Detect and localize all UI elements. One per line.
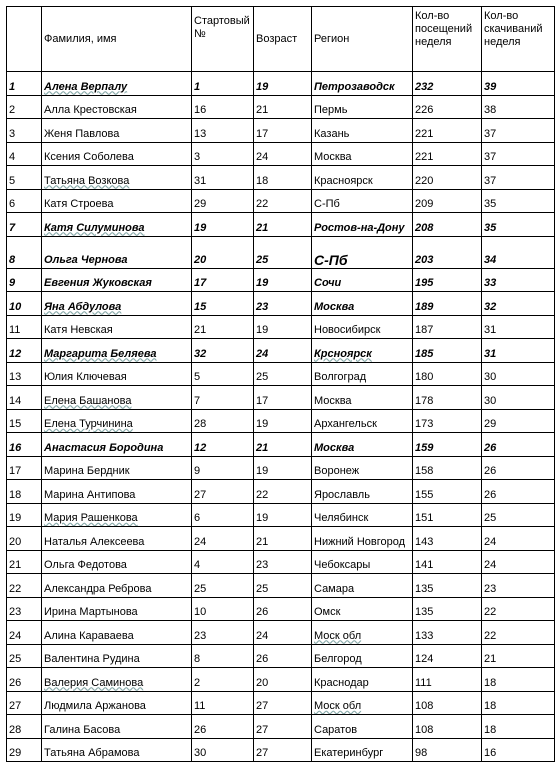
cell-name (42, 409, 192, 433)
cell-name-text: Мария Рашенкова (44, 512, 138, 524)
cell-rank: 23 (7, 597, 42, 621)
cell-name: Ирина Мартынова (42, 597, 192, 621)
cell-rank: 27 (7, 691, 42, 715)
cell-downloads: 24 (482, 527, 555, 551)
cell-name: Алина Караваева (42, 621, 192, 645)
cell-age: 27 (254, 738, 312, 762)
cell-visits: 203 (413, 236, 482, 268)
cell-age: 19 (254, 456, 312, 480)
cell-name-text: Татьяна Возкова (44, 174, 130, 187)
ranking-sheet (6, 6, 555, 762)
header-start-number: Стартовый № (192, 7, 254, 72)
cell-age: 19 (254, 409, 312, 433)
cell-start-number: 8 (192, 644, 254, 668)
cell-start-number: 21 (192, 315, 254, 339)
cell-name (42, 339, 192, 363)
cell-age: 23 (254, 550, 312, 574)
cell-visits: 226 (413, 95, 482, 119)
cell-downloads: 22 (482, 597, 555, 621)
table-row (7, 527, 555, 551)
cell-start-number: 27 (192, 480, 254, 504)
header-age: Возраст (254, 7, 312, 72)
cell-start-number: 2 (192, 668, 254, 692)
cell-start-number: 25 (192, 574, 254, 598)
cell-region: Волгоград (312, 362, 413, 386)
table-row (7, 456, 555, 480)
cell-name-text: Яна Абдулова (44, 300, 122, 313)
table-row (7, 236, 555, 268)
cell-visits: 189 (413, 292, 482, 316)
cell-name-text: Елена Башанова (44, 394, 132, 407)
cell-age: 25 (254, 574, 312, 598)
cell-age: 19 (254, 72, 312, 96)
cell-rank: 18 (7, 480, 42, 504)
cell-visits: 185 (413, 339, 482, 363)
cell-visits: 111 (413, 668, 482, 692)
cell-visits: 158 (413, 456, 482, 480)
cell-downloads: 30 (482, 386, 555, 410)
cell-rank: 9 (7, 268, 42, 292)
cell-age: 22 (254, 480, 312, 504)
cell-visits: 155 (413, 480, 482, 504)
cell-name: Евгения Жуковская (42, 268, 192, 292)
cell-region: Воронеж (312, 456, 413, 480)
cell-start-number: 29 (192, 189, 254, 213)
cell-age: 26 (254, 644, 312, 668)
cell-region: Москва (312, 433, 413, 457)
cell-region: Москва (312, 142, 413, 166)
cell-region: Петрозаводск (312, 72, 413, 96)
cell-rank: 14 (7, 386, 42, 410)
cell-downloads: 23 (482, 574, 555, 598)
cell-visits: 98 (413, 738, 482, 762)
header-num (7, 7, 42, 72)
cell-downloads: 37 (482, 166, 555, 190)
cell-visits: 135 (413, 574, 482, 598)
cell-age: 19 (254, 503, 312, 527)
cell-start-number: 5 (192, 362, 254, 386)
cell-age: 25 (254, 362, 312, 386)
cell-name-text: Алена Верпалу (44, 80, 128, 93)
cell-visits: 141 (413, 550, 482, 574)
cell-region: Челябинск (312, 503, 413, 527)
cell-rank: 16 (7, 433, 42, 457)
cell-visits: 209 (413, 189, 482, 213)
cell-rank: 26 (7, 668, 42, 692)
cell-start-number: 17 (192, 268, 254, 292)
table-row (7, 268, 555, 292)
cell-region: Саратов (312, 715, 413, 739)
cell-downloads: 26 (482, 433, 555, 457)
cell-start-number: 10 (192, 597, 254, 621)
table-row (7, 72, 555, 96)
cell-start-number: 32 (192, 339, 254, 363)
cell-region: Ярославль (312, 480, 413, 504)
cell-region (312, 621, 413, 645)
cell-downloads: 22 (482, 621, 555, 645)
cell-age: 24 (254, 142, 312, 166)
cell-name-text: Катя Силуминова (44, 221, 145, 234)
cell-name: Ольга Чернова (42, 236, 192, 268)
cell-region: Екатеринбург (312, 738, 413, 762)
cell-rank: 21 (7, 550, 42, 574)
cell-name: Юлия Ключевая (42, 362, 192, 386)
table-row (7, 691, 555, 715)
cell-rank: 22 (7, 574, 42, 598)
cell-visits: 221 (413, 142, 482, 166)
cell-rank: 25 (7, 644, 42, 668)
cell-downloads: 24 (482, 550, 555, 574)
cell-downloads: 18 (482, 668, 555, 692)
cell-name: Алла Крестовская (42, 95, 192, 119)
cell-region: Казань (312, 119, 413, 143)
cell-downloads: 26 (482, 456, 555, 480)
cell-start-number: 16 (192, 95, 254, 119)
cell-region: Москва (312, 292, 413, 316)
cell-age: 27 (254, 715, 312, 739)
cell-start-number: 31 (192, 166, 254, 190)
cell-visits: 208 (413, 213, 482, 237)
cell-rank: 12 (7, 339, 42, 363)
cell-start-number: 24 (192, 527, 254, 551)
cell-region: Москва (312, 386, 413, 410)
cell-start-number: 26 (192, 715, 254, 739)
table-row (7, 189, 555, 213)
cell-rank: 6 (7, 189, 42, 213)
cell-downloads: 37 (482, 119, 555, 143)
table-row (7, 621, 555, 645)
cell-name: Татьяна Абрамова (42, 738, 192, 762)
cell-age: 27 (254, 691, 312, 715)
cell-name: Марина Бердник (42, 456, 192, 480)
cell-start-number: 1 (192, 72, 254, 96)
cell-start-number: 3 (192, 142, 254, 166)
table-row (7, 213, 555, 237)
cell-downloads: 16 (482, 738, 555, 762)
cell-visits: 133 (413, 621, 482, 645)
cell-rank: 15 (7, 409, 42, 433)
cell-rank: 8 (7, 236, 42, 268)
table-row (7, 409, 555, 433)
cell-name-text: Маргарита Беляева (44, 347, 157, 360)
cell-region: Архангельск (312, 409, 413, 433)
cell-downloads: 21 (482, 644, 555, 668)
cell-age: 21 (254, 213, 312, 237)
cell-visits: 151 (413, 503, 482, 527)
cell-region: Нижний Новгород (312, 527, 413, 551)
cell-age: 21 (254, 433, 312, 457)
header-region: Регион (312, 7, 413, 72)
cell-region: Пермь (312, 95, 413, 119)
cell-name: Анастасия Бородина (42, 433, 192, 457)
cell-downloads: 31 (482, 339, 555, 363)
cell-downloads: 25 (482, 503, 555, 527)
cell-downloads: 18 (482, 715, 555, 739)
cell-rank: 17 (7, 456, 42, 480)
cell-region: С-Пб (312, 236, 413, 268)
cell-start-number: 7 (192, 386, 254, 410)
cell-start-number: 15 (192, 292, 254, 316)
cell-downloads: 38 (482, 95, 555, 119)
cell-region (312, 339, 413, 363)
table-row (7, 292, 555, 316)
cell-age: 21 (254, 95, 312, 119)
cell-region: С-Пб (312, 189, 413, 213)
cell-start-number: 19 (192, 213, 254, 237)
cell-age: 17 (254, 119, 312, 143)
cell-rank: 3 (7, 119, 42, 143)
cell-region-text: Моск обл (314, 629, 362, 642)
cell-visits: 180 (413, 362, 482, 386)
cell-visits: 108 (413, 691, 482, 715)
cell-age: 17 (254, 386, 312, 410)
table-row (7, 668, 555, 692)
cell-name (42, 503, 192, 527)
cell-age: 24 (254, 339, 312, 363)
table-body (7, 7, 555, 762)
header-downloads: Кол-во скачиваний неделя (482, 7, 555, 72)
cell-region: Новосибирск (312, 315, 413, 339)
cell-region-text: Крсноярск (314, 347, 372, 360)
cell-rank: 7 (7, 213, 42, 237)
cell-region: Сочи (312, 268, 413, 292)
header-visits: Кол-во посещений неделя (413, 7, 482, 72)
cell-region: Белгород (312, 644, 413, 668)
cell-name: Александра Реброва (42, 574, 192, 598)
cell-visits: 220 (413, 166, 482, 190)
cell-rank: 10 (7, 292, 42, 316)
header-row (7, 7, 555, 72)
cell-start-number: 30 (192, 738, 254, 762)
cell-rank: 19 (7, 503, 42, 527)
table-row (7, 738, 555, 762)
cell-rank: 4 (7, 142, 42, 166)
cell-downloads: 35 (482, 189, 555, 213)
ranking-table (6, 6, 555, 762)
cell-name-text: Валерия Саминова (44, 676, 144, 689)
cell-visits: 143 (413, 527, 482, 551)
cell-start-number: 9 (192, 456, 254, 480)
cell-name: Валентина Рудина (42, 644, 192, 668)
cell-downloads: 35 (482, 213, 555, 237)
cell-name: Галина Басова (42, 715, 192, 739)
cell-downloads: 30 (482, 362, 555, 386)
cell-start-number: 6 (192, 503, 254, 527)
table-row (7, 339, 555, 363)
cell-age: 24 (254, 621, 312, 645)
table-row (7, 574, 555, 598)
cell-downloads: 33 (482, 268, 555, 292)
cell-visits: 108 (413, 715, 482, 739)
table-row (7, 644, 555, 668)
cell-region: Краснодар (312, 668, 413, 692)
cell-downloads: 29 (482, 409, 555, 433)
cell-age: 21 (254, 527, 312, 551)
header-name: Фамилия, имя (42, 7, 192, 72)
cell-downloads: 34 (482, 236, 555, 268)
cell-name: Марина Антипова (42, 480, 192, 504)
cell-visits: 173 (413, 409, 482, 433)
cell-visits: 232 (413, 72, 482, 96)
cell-visits: 187 (413, 315, 482, 339)
cell-age: 26 (254, 597, 312, 621)
cell-age: 20 (254, 668, 312, 692)
cell-name (42, 386, 192, 410)
cell-visits: 124 (413, 644, 482, 668)
cell-downloads: 37 (482, 142, 555, 166)
cell-visits: 195 (413, 268, 482, 292)
cell-rank: 1 (7, 72, 42, 96)
cell-downloads: 18 (482, 691, 555, 715)
cell-name: Ольга Федотова (42, 550, 192, 574)
table-row (7, 386, 555, 410)
cell-visits: 159 (413, 433, 482, 457)
cell-name (42, 213, 192, 237)
cell-rank: 5 (7, 166, 42, 190)
cell-name: Катя Невская (42, 315, 192, 339)
cell-region: Чебоксары (312, 550, 413, 574)
cell-name: Ксения Соболева (42, 142, 192, 166)
cell-rank: 13 (7, 362, 42, 386)
cell-downloads: 31 (482, 315, 555, 339)
cell-age: 22 (254, 189, 312, 213)
cell-rank: 11 (7, 315, 42, 339)
cell-name: Людмила Аржанова (42, 691, 192, 715)
cell-visits: 221 (413, 119, 482, 143)
cell-region: Омск (312, 597, 413, 621)
cell-visits: 178 (413, 386, 482, 410)
table-row (7, 315, 555, 339)
table-row (7, 119, 555, 143)
cell-downloads: 32 (482, 292, 555, 316)
table-row (7, 433, 555, 457)
table-row (7, 550, 555, 574)
table-row (7, 362, 555, 386)
cell-start-number: 28 (192, 409, 254, 433)
cell-age: 19 (254, 268, 312, 292)
cell-name: Женя Павлова (42, 119, 192, 143)
cell-region: Самара (312, 574, 413, 598)
cell-region: Красноярск (312, 166, 413, 190)
cell-start-number: 12 (192, 433, 254, 457)
cell-name-text: Елена Турчинина (44, 418, 133, 430)
cell-rank: 29 (7, 738, 42, 762)
cell-age: 25 (254, 236, 312, 268)
cell-name: Наталья Алексеева (42, 527, 192, 551)
cell-rank: 20 (7, 527, 42, 551)
table-row (7, 142, 555, 166)
table-row (7, 715, 555, 739)
cell-region: Ростов-на-Дону (312, 213, 413, 237)
table-row (7, 95, 555, 119)
cell-age: 23 (254, 292, 312, 316)
cell-rank: 2 (7, 95, 42, 119)
cell-start-number: 13 (192, 119, 254, 143)
cell-name (42, 72, 192, 96)
cell-age: 19 (254, 315, 312, 339)
table-row (7, 503, 555, 527)
cell-name (42, 668, 192, 692)
cell-region (312, 691, 413, 715)
cell-rank: 24 (7, 621, 42, 645)
table-row (7, 166, 555, 190)
table-row (7, 480, 555, 504)
cell-rank: 28 (7, 715, 42, 739)
cell-name (42, 166, 192, 190)
cell-start-number: 11 (192, 691, 254, 715)
cell-downloads: 39 (482, 72, 555, 96)
cell-name: Катя Строева (42, 189, 192, 213)
cell-start-number: 20 (192, 236, 254, 268)
table-row (7, 597, 555, 621)
cell-region-text: Моск обл (314, 700, 362, 712)
cell-downloads: 26 (482, 480, 555, 504)
cell-visits: 135 (413, 597, 482, 621)
cell-age: 18 (254, 166, 312, 190)
cell-start-number: 23 (192, 621, 254, 645)
cell-start-number: 4 (192, 550, 254, 574)
cell-name (42, 292, 192, 316)
